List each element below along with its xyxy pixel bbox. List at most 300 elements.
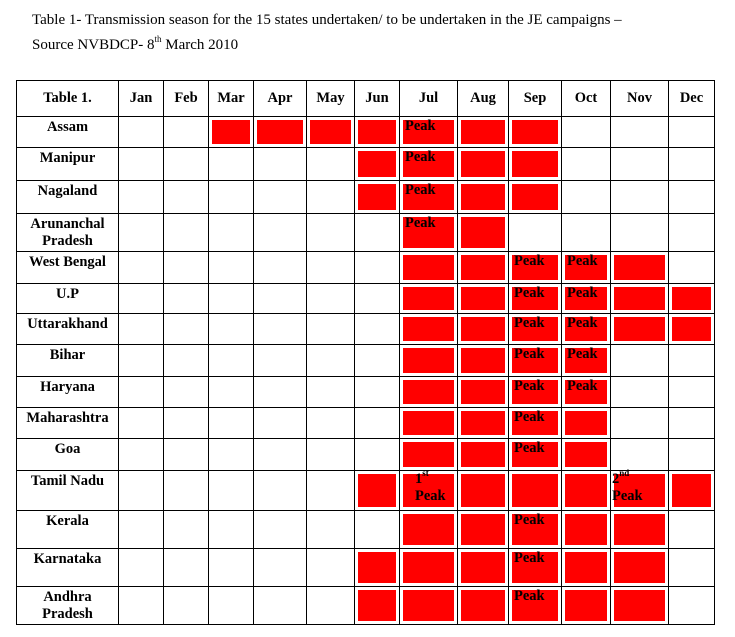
season-fill xyxy=(403,411,454,435)
peak-label: Peak xyxy=(405,149,436,165)
state-name: Kerala xyxy=(17,511,119,549)
season-fill xyxy=(461,255,505,280)
table-row xyxy=(17,181,714,214)
peak-number: 2 xyxy=(612,471,620,487)
table-row xyxy=(17,439,714,471)
cell-blank xyxy=(122,348,160,373)
month-cell-sep xyxy=(509,181,562,214)
month-cell-oct xyxy=(562,377,611,408)
cell-blank xyxy=(310,552,351,583)
cell-blank xyxy=(257,151,303,177)
month-cell-dec xyxy=(669,252,714,284)
month-cell-nov xyxy=(611,148,669,181)
season-fill xyxy=(565,474,607,507)
month-cell-jan xyxy=(119,471,164,511)
month-cell-apr xyxy=(254,471,307,511)
peak-label: Peak xyxy=(514,440,545,456)
month-cell-oct xyxy=(562,439,611,471)
month-cell-sep xyxy=(509,471,562,511)
cell-blank xyxy=(672,552,711,583)
month-cell-jan xyxy=(119,511,164,549)
season-fill xyxy=(403,442,454,467)
season-fill xyxy=(614,255,665,280)
month-header-apr: Apr xyxy=(254,81,307,117)
month-cell-dec xyxy=(669,377,714,408)
month-cell-jul xyxy=(400,214,458,252)
month-cell-may xyxy=(307,549,355,587)
peak-text: Peak xyxy=(612,488,643,504)
state-name: Manipur xyxy=(17,148,119,181)
month-cell-jan xyxy=(119,345,164,377)
cell-blank xyxy=(122,317,160,341)
month-cell-jul xyxy=(400,181,458,214)
season-fill xyxy=(403,287,454,310)
peak-label: Peak xyxy=(567,253,598,269)
month-cell-jan xyxy=(119,377,164,408)
cell-blank xyxy=(358,287,396,310)
peak-label: Peak xyxy=(514,315,545,331)
table-body xyxy=(17,117,714,624)
cell-blank xyxy=(358,411,396,435)
month-cell-jul xyxy=(400,377,458,408)
cell-blank xyxy=(310,317,351,341)
peak-label: Peak xyxy=(405,215,436,231)
month-cell-nov xyxy=(611,587,669,624)
month-cell-mar xyxy=(209,117,254,148)
month-cell-may xyxy=(307,345,355,377)
season-fill xyxy=(461,184,505,210)
month-cell-oct xyxy=(562,511,611,549)
month-cell-jun xyxy=(355,511,400,549)
month-cell-jun xyxy=(355,439,400,471)
peak-label: Peak xyxy=(405,118,436,134)
month-cell-mar xyxy=(209,587,254,624)
month-cell-jan xyxy=(119,439,164,471)
season-fill xyxy=(403,380,454,404)
cell-blank xyxy=(167,317,205,341)
month-header-sep: Sep xyxy=(509,81,562,117)
month-header-may: May xyxy=(307,81,355,117)
cell-blank xyxy=(122,151,160,177)
season-fill xyxy=(672,474,711,507)
table-row xyxy=(17,214,714,252)
peak-ordinal-suffix: nd xyxy=(619,468,630,479)
month-cell-nov xyxy=(611,117,669,148)
transmission-season-table xyxy=(16,80,715,625)
cell-blank xyxy=(614,184,665,210)
state-name: Bihar xyxy=(17,345,119,377)
season-fill xyxy=(461,287,505,310)
season-fill xyxy=(614,287,665,310)
season-fill xyxy=(403,514,454,545)
month-cell-aug xyxy=(458,549,509,587)
month-cell-jul xyxy=(400,439,458,471)
cell-blank xyxy=(167,151,205,177)
caption-ordinal: th xyxy=(154,34,162,44)
table-row xyxy=(17,549,714,587)
month-cell-sep xyxy=(509,345,562,377)
cell-blank xyxy=(310,255,351,280)
month-cell-jun xyxy=(355,408,400,439)
month-cell-jun xyxy=(355,117,400,148)
month-cell-sep xyxy=(509,284,562,314)
cell-blank xyxy=(212,255,250,280)
month-cell-feb xyxy=(164,252,209,284)
table-row xyxy=(17,587,714,624)
month-cell-nov xyxy=(611,284,669,314)
season-fill xyxy=(565,411,607,435)
cell-blank xyxy=(565,120,607,144)
month-cell-aug xyxy=(458,284,509,314)
season-fill xyxy=(614,590,665,621)
season-fill xyxy=(461,411,505,435)
peak-label: Peak xyxy=(514,378,545,394)
season-fill xyxy=(565,514,607,545)
state-name: Maharashtra xyxy=(17,408,119,439)
month-cell-jun xyxy=(355,587,400,624)
peak-label xyxy=(415,468,446,505)
peak-label: Peak xyxy=(405,182,436,198)
peak-number: 1 xyxy=(415,471,423,487)
month-cell-apr xyxy=(254,252,307,284)
month-cell-aug xyxy=(458,214,509,252)
cell-blank xyxy=(672,590,711,621)
table-caption xyxy=(32,8,722,58)
peak-label: Peak xyxy=(567,285,598,301)
month-cell-sep xyxy=(509,117,562,148)
month-cell-aug xyxy=(458,471,509,511)
cell-blank xyxy=(358,442,396,467)
month-cell-nov xyxy=(611,439,669,471)
cell-blank xyxy=(310,442,351,467)
cell-blank xyxy=(672,411,711,435)
season-fill xyxy=(310,120,351,144)
month-cell-feb xyxy=(164,408,209,439)
cell-blank xyxy=(212,348,250,373)
month-cell-feb xyxy=(164,439,209,471)
cell-blank xyxy=(672,151,711,177)
month-cell-apr xyxy=(254,214,307,252)
month-cell-jul xyxy=(400,587,458,624)
table-row xyxy=(17,345,714,377)
state-name: U.P xyxy=(17,284,119,314)
cell-blank xyxy=(310,474,351,507)
cell-blank xyxy=(167,287,205,310)
peak-label: Peak xyxy=(514,346,545,362)
cell-blank xyxy=(122,514,160,545)
month-cell-aug xyxy=(458,117,509,148)
month-cell-oct xyxy=(562,117,611,148)
month-cell-nov xyxy=(611,345,669,377)
cell-blank xyxy=(122,380,160,404)
table-row xyxy=(17,377,714,408)
month-cell-apr xyxy=(254,549,307,587)
cell-blank xyxy=(565,184,607,210)
month-cell-mar xyxy=(209,181,254,214)
month-cell-apr xyxy=(254,314,307,345)
month-cell-mar xyxy=(209,511,254,549)
state-name: Tamil Nadu xyxy=(17,471,119,511)
header-corner: Table 1. xyxy=(17,81,119,117)
month-cell-dec xyxy=(669,549,714,587)
season-fill xyxy=(461,120,505,144)
month-cell-jul xyxy=(400,408,458,439)
cell-blank xyxy=(310,217,351,248)
cell-blank xyxy=(167,552,205,583)
month-cell-sep xyxy=(509,377,562,408)
month-cell-jun xyxy=(355,181,400,214)
cell-blank xyxy=(672,348,711,373)
caption-source: Source NVBDCP- 8 xyxy=(32,37,155,53)
cell-blank xyxy=(212,287,250,310)
month-cell-mar xyxy=(209,214,254,252)
month-cell-may xyxy=(307,377,355,408)
cell-blank xyxy=(614,442,665,467)
month-cell-feb xyxy=(164,511,209,549)
caption-line-1: Table 1- Transmission season for the 15 states undertaken/ to be undertaken in the JE campaigns – xyxy=(32,12,622,28)
season-fill xyxy=(614,514,665,545)
month-cell-may xyxy=(307,181,355,214)
month-cell-mar xyxy=(209,252,254,284)
month-cell-aug xyxy=(458,181,509,214)
month-cell-mar xyxy=(209,377,254,408)
season-fill xyxy=(358,120,396,144)
month-cell-dec xyxy=(669,148,714,181)
state-name: Assam xyxy=(17,117,119,148)
cell-blank xyxy=(310,348,351,373)
table-row xyxy=(17,471,714,511)
month-cell-may xyxy=(307,511,355,549)
peak-label: Peak xyxy=(514,512,545,528)
cell-blank xyxy=(614,151,665,177)
cell-blank xyxy=(167,348,205,373)
peak-label: Peak xyxy=(567,378,598,394)
month-cell-aug xyxy=(458,439,509,471)
cell-blank xyxy=(257,184,303,210)
month-cell-may xyxy=(307,471,355,511)
state-name: Karnataka xyxy=(17,549,119,587)
month-cell-apr xyxy=(254,377,307,408)
season-fill xyxy=(614,552,665,583)
cell-blank xyxy=(358,217,396,248)
month-cell-may xyxy=(307,214,355,252)
month-cell-mar xyxy=(209,148,254,181)
caption-line-2 xyxy=(32,33,722,58)
month-cell-apr xyxy=(254,148,307,181)
cell-blank xyxy=(672,380,711,404)
month-cell-oct xyxy=(562,314,611,345)
cell-blank xyxy=(167,120,205,144)
season-fill xyxy=(461,552,505,583)
cell-blank xyxy=(257,217,303,248)
peak-ordinal xyxy=(415,468,446,488)
cell-blank xyxy=(257,552,303,583)
cell-blank xyxy=(310,151,351,177)
month-cell-apr xyxy=(254,284,307,314)
table-row xyxy=(17,314,714,345)
cell-blank xyxy=(310,514,351,545)
peak-label: Peak xyxy=(514,409,545,425)
month-cell-feb xyxy=(164,345,209,377)
cell-blank xyxy=(167,474,205,507)
month-cell-aug xyxy=(458,345,509,377)
month-cell-jan xyxy=(119,214,164,252)
cell-blank xyxy=(167,255,205,280)
month-cell-oct xyxy=(562,181,611,214)
month-cell-may xyxy=(307,587,355,624)
season-fill xyxy=(461,151,505,177)
month-cell-nov xyxy=(611,549,669,587)
peak-label: Peak xyxy=(514,550,545,566)
month-cell-feb xyxy=(164,587,209,624)
month-cell-apr xyxy=(254,439,307,471)
season-fill xyxy=(461,317,505,341)
month-cell-jun xyxy=(355,377,400,408)
month-cell-sep xyxy=(509,408,562,439)
season-fill xyxy=(461,380,505,404)
cell-blank xyxy=(672,442,711,467)
table-row xyxy=(17,408,714,439)
month-cell-nov xyxy=(611,252,669,284)
month-cell-dec xyxy=(669,284,714,314)
month-cell-sep xyxy=(509,549,562,587)
month-cell-jul xyxy=(400,117,458,148)
cell-blank xyxy=(512,217,558,248)
cell-blank xyxy=(358,255,396,280)
month-cell-aug xyxy=(458,148,509,181)
month-cell-feb xyxy=(164,117,209,148)
month-cell-oct xyxy=(562,345,611,377)
cell-blank xyxy=(212,217,250,248)
month-cell-dec xyxy=(669,511,714,549)
month-cell-jul xyxy=(400,148,458,181)
season-fill xyxy=(512,151,558,177)
cell-blank xyxy=(122,442,160,467)
cell-blank xyxy=(614,120,665,144)
month-cell-oct xyxy=(562,148,611,181)
month-cell-feb xyxy=(164,214,209,252)
month-cell-apr xyxy=(254,587,307,624)
month-header-jul: Jul xyxy=(400,81,458,117)
month-cell-feb xyxy=(164,148,209,181)
cell-blank xyxy=(257,442,303,467)
month-cell-may xyxy=(307,408,355,439)
season-fill xyxy=(403,255,454,280)
season-fill xyxy=(461,348,505,373)
month-cell-jun xyxy=(355,252,400,284)
month-cell-jun xyxy=(355,214,400,252)
cell-blank xyxy=(672,217,711,248)
month-cell-jan xyxy=(119,587,164,624)
month-cell-mar xyxy=(209,471,254,511)
month-cell-oct xyxy=(562,549,611,587)
peak-label xyxy=(612,468,643,505)
peak-ordinal-suffix: st xyxy=(422,468,429,479)
month-cell-may xyxy=(307,117,355,148)
month-cell-apr xyxy=(254,408,307,439)
month-cell-apr xyxy=(254,181,307,214)
table-row xyxy=(17,148,714,181)
cell-blank xyxy=(167,442,205,467)
month-cell-aug xyxy=(458,587,509,624)
state-name: Andhra Pradesh xyxy=(17,587,119,624)
month-cell-dec xyxy=(669,117,714,148)
month-cell-sep xyxy=(509,439,562,471)
table-row xyxy=(17,117,714,148)
month-cell-feb xyxy=(164,284,209,314)
cell-blank xyxy=(167,184,205,210)
cell-blank xyxy=(257,411,303,435)
season-fill xyxy=(403,317,454,341)
month-cell-aug xyxy=(458,252,509,284)
month-cell-jan xyxy=(119,549,164,587)
month-cell-dec xyxy=(669,345,714,377)
month-cell-nov xyxy=(611,181,669,214)
table-row xyxy=(17,252,714,284)
cell-blank xyxy=(672,514,711,545)
season-fill xyxy=(565,442,607,467)
season-fill xyxy=(461,442,505,467)
season-fill xyxy=(461,474,505,507)
cell-blank xyxy=(257,590,303,621)
state-name: Arunanchal Pradesh xyxy=(17,214,119,252)
month-cell-sep xyxy=(509,252,562,284)
table-row xyxy=(17,511,714,549)
season-fill xyxy=(672,317,711,341)
cell-blank xyxy=(358,380,396,404)
peak-label: Peak xyxy=(567,346,598,362)
month-cell-jan xyxy=(119,117,164,148)
month-header-aug: Aug xyxy=(458,81,509,117)
season-fill xyxy=(512,120,558,144)
month-cell-feb xyxy=(164,377,209,408)
cell-blank xyxy=(358,348,396,373)
month-cell-mar xyxy=(209,345,254,377)
season-fill xyxy=(461,514,505,545)
cell-blank xyxy=(672,184,711,210)
cell-blank xyxy=(257,380,303,404)
month-cell-jul xyxy=(400,468,458,511)
cell-blank xyxy=(212,151,250,177)
cell-blank xyxy=(212,552,250,583)
month-cell-dec xyxy=(669,408,714,439)
month-cell-mar xyxy=(209,314,254,345)
month-cell-oct xyxy=(562,408,611,439)
month-cell-oct xyxy=(562,471,611,511)
cell-blank xyxy=(672,120,711,144)
month-cell-jun xyxy=(355,471,400,511)
month-cell-feb xyxy=(164,549,209,587)
month-cell-nov xyxy=(611,408,669,439)
season-fill xyxy=(212,120,250,144)
month-cell-nov xyxy=(611,314,669,345)
season-fill xyxy=(358,151,396,177)
cell-blank xyxy=(257,514,303,545)
cell-blank xyxy=(358,317,396,341)
season-fill xyxy=(614,317,665,341)
cell-blank xyxy=(122,287,160,310)
month-header-jun: Jun xyxy=(355,81,400,117)
cell-blank xyxy=(167,217,205,248)
cell-blank xyxy=(565,151,607,177)
peak-text: Peak xyxy=(415,488,446,504)
cell-blank xyxy=(122,217,160,248)
cell-blank xyxy=(614,217,665,248)
month-cell-apr xyxy=(254,117,307,148)
month-cell-may xyxy=(307,148,355,181)
cell-blank xyxy=(212,514,250,545)
peak-label: Peak xyxy=(514,253,545,269)
